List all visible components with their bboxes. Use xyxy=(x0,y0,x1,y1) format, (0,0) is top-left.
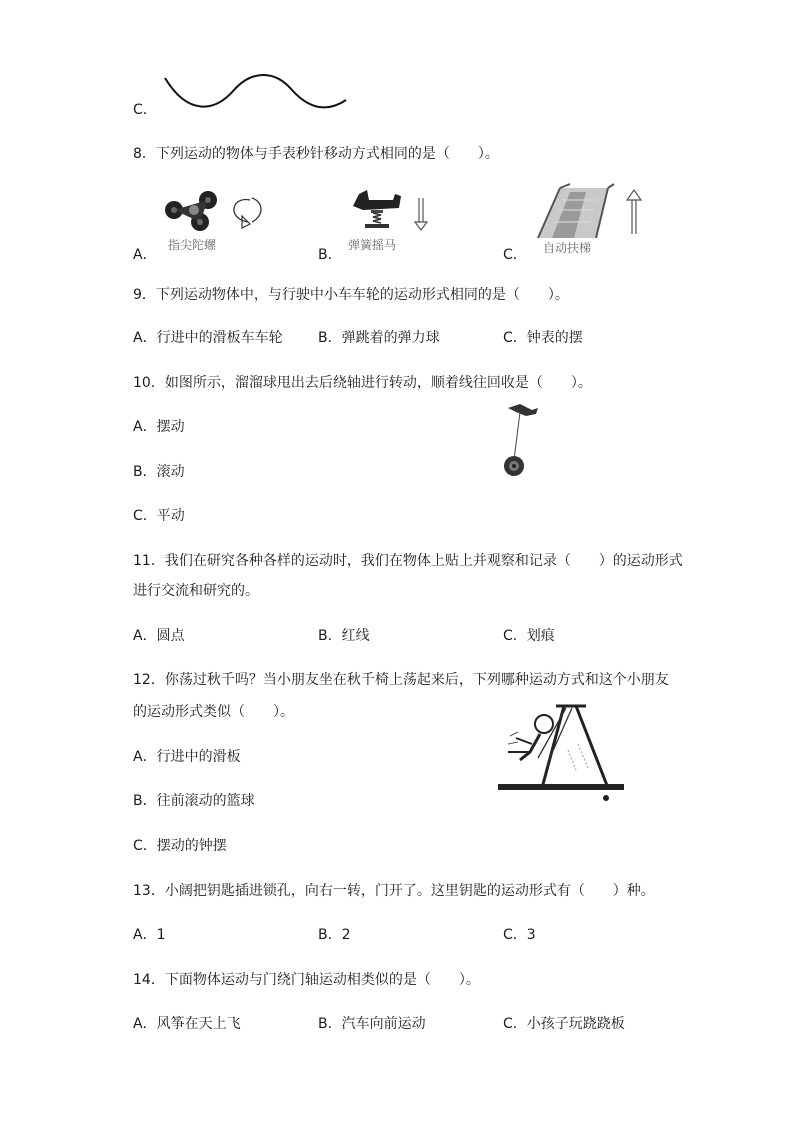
question-10-stem: 10．如图所示，溜溜球甩出去后绕轴进行转动，顺着线往回收是（ ）。 xyxy=(133,375,592,391)
q8-option-b-caption: 弹簧摇马 xyxy=(348,238,397,252)
yoyo-image xyxy=(496,398,548,482)
q13-option-b[interactable]: B．2 xyxy=(318,927,351,943)
q8-option-c-caption: 自动扶梯 xyxy=(543,241,592,255)
q11-option-b[interactable]: B．红线 xyxy=(318,628,370,644)
q12-option-c[interactable]: C．摆动的钟摆 xyxy=(133,838,227,854)
question-11-stem-line2: 进行交流和研究的。 xyxy=(133,583,259,599)
q10-option-c[interactable]: C．平动 xyxy=(133,508,185,524)
q9-option-b[interactable]: B．弹跳着的弹力球 xyxy=(318,330,440,346)
question-12-stem-line2: 的运动形式类似（ ）。 xyxy=(133,704,294,720)
q8-option-c-label[interactable]: C． xyxy=(503,247,527,263)
q8-option-b-label[interactable]: B． xyxy=(318,247,342,263)
question-11-stem-line1: 11．我们在研究各种各样的运动时，我们在物体上贴上并观察和记录（ ）的运动形式 xyxy=(133,553,683,569)
fidget-spinner-image xyxy=(160,188,270,232)
escalator-image xyxy=(530,182,650,240)
question-8-stem: 8．下列运动的物体与手表秒针移动方式相同的是（ ）。 xyxy=(133,146,499,162)
q9-option-a[interactable]: A．行进中的滑板车车轮 xyxy=(133,330,283,346)
q14-option-c[interactable]: C．小孩子玩跷跷板 xyxy=(503,1016,625,1032)
q8-option-a-label[interactable]: A． xyxy=(133,247,157,263)
spring-rocking-horse-image xyxy=(345,182,435,234)
swing-image xyxy=(496,700,626,804)
q14-option-a[interactable]: A．风筝在天上飞 xyxy=(133,1016,241,1032)
question-12-stem-line1: 12．你荡过秋千吗？当小朋友坐在秋千椅上荡起来后，下列哪种运动方式和这个小朋友 xyxy=(133,672,669,688)
sine-wave-image xyxy=(160,66,352,110)
q8-option-a-caption: 指尖陀螺 xyxy=(168,238,217,252)
q13-option-a[interactable]: A．1 xyxy=(133,927,166,943)
question-9-stem: 9．下列运动物体中，与行驶中小车车轮的运动形式相同的是（ ）。 xyxy=(133,287,569,303)
q12-option-b[interactable]: B．往前滚动的篮球 xyxy=(133,793,255,809)
q13-option-c[interactable]: C．3 xyxy=(503,927,536,943)
question-13-stem: 13．小阔把钥匙插进锁孔，向右一转，门开了。这里钥匙的运动形式有（ ）种。 xyxy=(133,883,655,899)
q10-option-a[interactable]: A．摆动 xyxy=(133,419,185,435)
q10-option-b[interactable]: B．滚动 xyxy=(133,464,185,480)
q12-option-a[interactable]: A．行进中的滑板 xyxy=(133,749,241,765)
q9-option-c[interactable]: C．钟表的摆 xyxy=(503,330,583,346)
q7-option-c-label[interactable]: C． xyxy=(133,102,157,118)
q14-option-b[interactable]: B．汽车向前运动 xyxy=(318,1016,426,1032)
q11-option-c[interactable]: C．划痕 xyxy=(503,628,555,644)
q11-option-a[interactable]: A．圆点 xyxy=(133,628,185,644)
question-14-stem: 14．下面物体运动与门绕门轴运动相类似的是（ ）。 xyxy=(133,972,480,988)
